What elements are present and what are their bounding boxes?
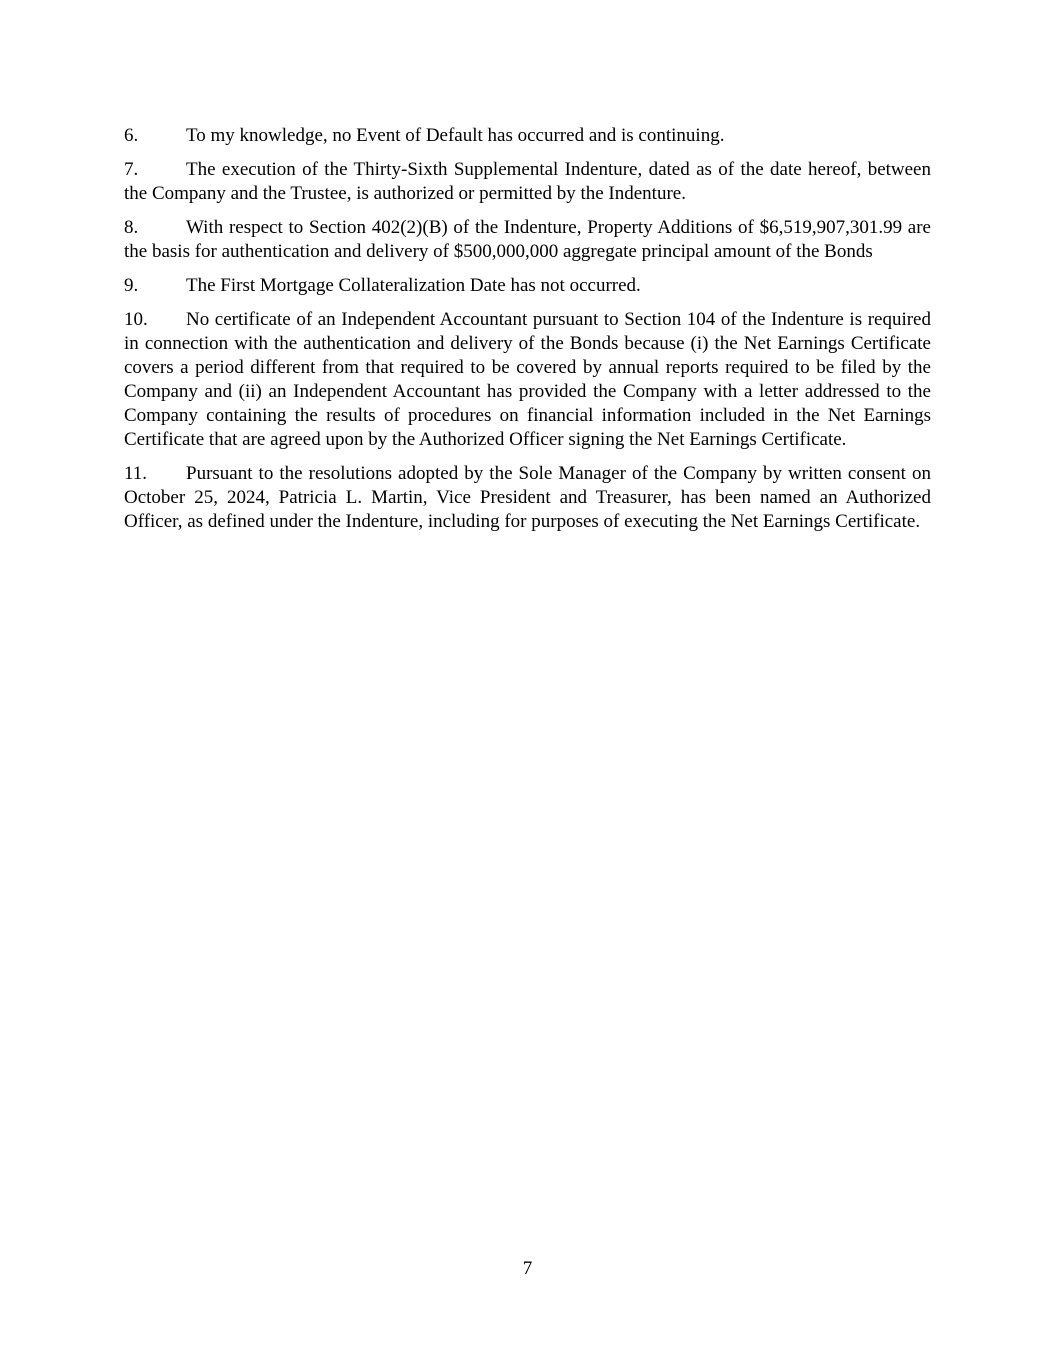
paragraph-10 [124,308,931,452]
paragraph-number: 8. [124,217,139,238]
page-number: 7 [522,1258,533,1279]
paragraph-8 [124,216,931,264]
paragraph-number: 9. [124,275,139,296]
paragraph-9 [124,274,931,298]
paragraph-number: 7. [124,159,139,180]
paragraph-text: Pursuant to the resolutions adopted by the Sole Manager of the Company by written consent on October 25, 2024, Patricia L. Martin, Vice President and Treasurer, has been named an Authorized Officer, as defined under the Indenture, including for purposes of executing the Net Earnings Certificate. [124,463,931,532]
paragraph-text: To my knowledge, no Event of Default has occurred and is continuing. [186,125,725,146]
paragraph-text: The First Mortgage Collateralization Date has not occurred. [186,275,641,296]
paragraph-number: 10. [124,309,148,330]
paragraph-6 [124,124,931,148]
paragraph-number: 6. [124,125,139,146]
paragraph-text: With respect to Section 402(2)(B) of the Indenture, Property Additions of $6,519,907,301.99 are the basis for authentication and delivery of $500,000,000 aggregate principal amount of the Bonds [124,217,931,262]
paragraph-11 [124,462,931,534]
paragraph-number: 11. [124,463,148,484]
paragraph-text: No certificate of an Independent Accountant pursuant to Section 104 of the Indenture is required in connection with the authentication and delivery of the Bonds because (i) the Net Earnings Certificate covers a period different from that required to be covered by annual reports required to be filed by the Company and (ii) an Independent Accountant has provided the Company with a letter addressed to the Company containing the results of procedures on financial information included in the Net Earnings Certificate that are agreed upon by the Authorized Officer signing the Net Earnings Certificate. [124,309,931,450]
document-body [124,124,931,544]
paragraph-7 [124,158,931,206]
paragraph-text: The execution of the Thirty-Sixth Supplemental Indenture, dated as of the date hereof, between the Company and the Trustee, is authorized or permitted by the Indenture. [124,159,931,204]
